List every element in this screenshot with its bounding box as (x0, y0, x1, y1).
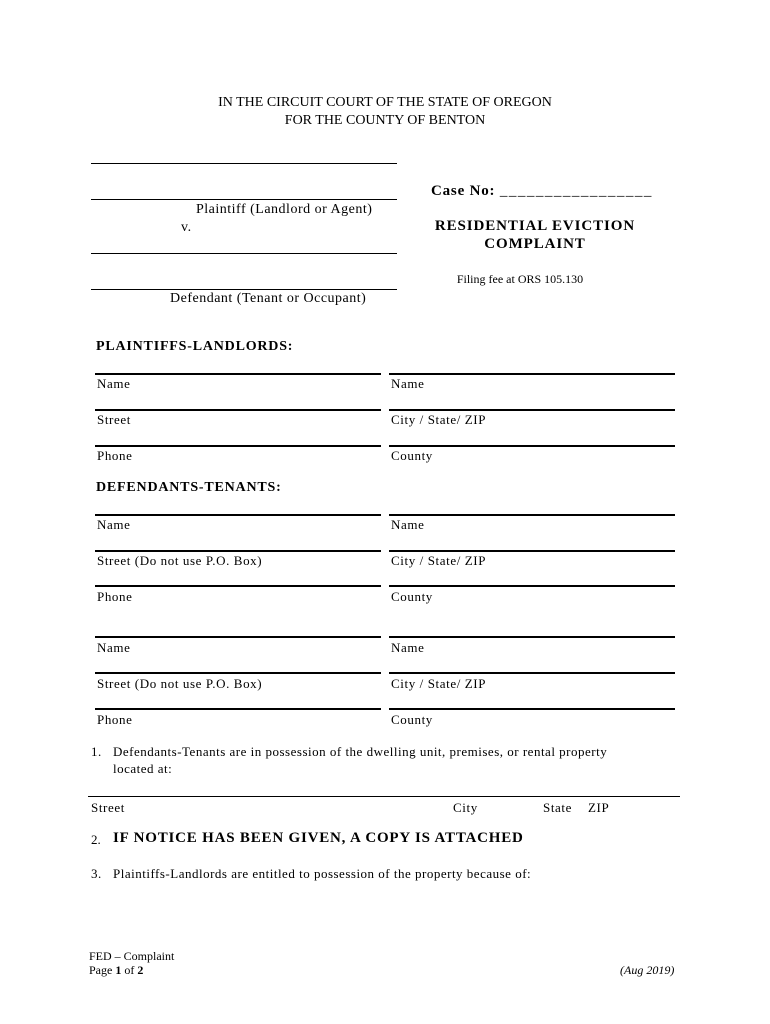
defendant2-county-field[interactable] (389, 708, 675, 710)
plaintiff-city-label: City / State/ ZIP (391, 412, 487, 427)
court-name-line1: IN THE CIRCUIT COURT OF THE STATE OF OREGON (218, 95, 552, 110)
page-current: 1 (115, 963, 122, 977)
defendant1-street-field[interactable] (95, 550, 381, 552)
item1-text-line1: Defendants-Tenants are in possession of the dwelling unit, premises, or rental property (113, 744, 608, 759)
item3-text: Plaintiffs-Landlords are entitled to possession of the property because of: (113, 866, 532, 881)
item1-text-line2: located at: (113, 761, 173, 776)
plaintiff-county-label: County (391, 448, 433, 463)
case-number-label: Case No: (431, 183, 496, 199)
defendant2-street-field[interactable] (95, 672, 381, 674)
plaintiff-phone-field[interactable] (95, 445, 381, 447)
defendant2-name-label: Name (97, 640, 131, 655)
plaintiff-street-field[interactable] (95, 409, 381, 411)
defendant1-county-field[interactable] (389, 585, 675, 587)
defendant2-phone-field[interactable] (95, 708, 381, 710)
defendant2-city-label: City / State/ ZIP (391, 676, 487, 691)
case-number-blank[interactable]: _________________ (499, 183, 653, 199)
defendant1-name-label: Name (97, 517, 131, 532)
plaintiff-county-field[interactable] (389, 445, 675, 447)
footer-page-number (89, 963, 143, 978)
defendant1-city-label: City / State/ ZIP (391, 553, 487, 568)
defendant2-county-label: County (391, 712, 433, 727)
page-of: of (124, 963, 135, 977)
plaintiff-name-label: Name (97, 376, 131, 391)
plaintiff-phone-label: Phone (97, 448, 133, 463)
case-number-field[interactable] (431, 183, 653, 200)
defendant2-name-2-label: Name (391, 640, 425, 655)
address-zip-label: ZIP (588, 800, 610, 815)
defendant2-name-2-field[interactable] (389, 636, 675, 638)
plaintiff-name-2-field[interactable] (389, 373, 675, 375)
defendant1-name-field[interactable] (95, 514, 381, 516)
defendant2-phone-label: Phone (97, 712, 133, 727)
item1-number: 1. (91, 744, 102, 759)
document-title-line2: COMPLAINT (484, 236, 586, 252)
plaintiffs-heading: PLAINTIFFS-LANDLORDS: (96, 339, 294, 354)
plaintiff-label: Plaintiff (Landlord or Agent) (196, 202, 373, 217)
page-total: 2 (137, 963, 144, 977)
defendant1-name-2-label: Name (391, 517, 425, 532)
address-state-label: State (543, 800, 572, 815)
defendant-label: Defendant (Tenant or Occupant) (170, 291, 367, 306)
defendants-heading: DEFENDANTS-TENANTS: (96, 480, 282, 495)
defendant2-city-field[interactable] (389, 672, 675, 674)
document-title-line1: RESIDENTIAL EVICTION (434, 218, 636, 234)
court-name-line2: FOR THE COUNTY OF BENTON (284, 113, 486, 128)
property-address-field[interactable] (88, 796, 680, 797)
item2-text: IF NOTICE HAS BEEN GIVEN, A COPY IS ATTACHED (113, 830, 524, 846)
defendant1-county-label: County (391, 589, 433, 604)
item2-number: 2. (91, 832, 101, 847)
defendant2-name-field[interactable] (95, 636, 381, 638)
address-street-label: Street (91, 800, 125, 815)
plaintiff-name-field[interactable] (95, 373, 381, 375)
plaintiff-street-label: Street (97, 412, 131, 427)
address-city-label: City (453, 800, 478, 815)
footer-version: (Aug 2019) (620, 963, 675, 977)
defendant2-street-label: Street (Do not use P.O. Box) (97, 676, 263, 691)
versus-label: v. (181, 220, 192, 235)
defendant1-phone-field[interactable] (95, 585, 381, 587)
defendant-name-line-1[interactable] (91, 253, 397, 254)
plaintiff-name-2-label: Name (391, 376, 425, 391)
plaintiff-name-line-2[interactable] (91, 199, 397, 200)
defendant1-city-field[interactable] (389, 550, 675, 552)
plaintiff-city-field[interactable] (389, 409, 675, 411)
defendant1-phone-label: Phone (97, 589, 133, 604)
page-prefix: Page (89, 963, 113, 977)
footer-form-name: FED – Complaint (89, 949, 175, 963)
defendant1-street-label: Street (Do not use P.O. Box) (97, 553, 263, 568)
filing-fee-note: Filing fee at ORS 105.130 (456, 272, 584, 286)
defendant1-name-2-field[interactable] (389, 514, 675, 516)
plaintiff-name-line-1[interactable] (91, 163, 397, 164)
defendant-name-line-2[interactable] (91, 289, 397, 290)
item3-number: 3. (91, 866, 102, 881)
